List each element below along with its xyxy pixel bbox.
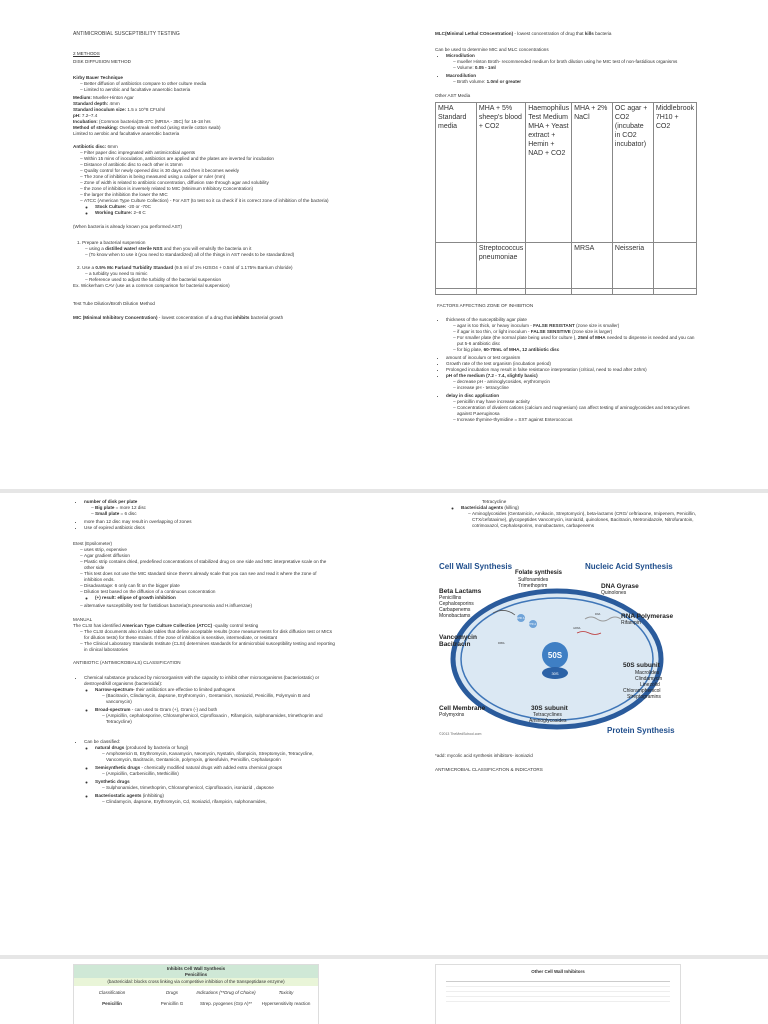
list-item: – the zone of inhibition is inversely related to MIC (Minimum Inhibitory Concentration) [84, 186, 335, 192]
folate-drug: Sulfonamides [518, 577, 549, 583]
table-cell: MHA + 5% sheep's blood + CO2 [476, 103, 525, 243]
table-header: Drugs [165, 989, 178, 995]
table-cell: Penicillin [102, 1001, 122, 1006]
spectrum-sublist [84, 687, 335, 725]
bactericidal-list [435, 505, 697, 529]
bacitracin-label: Bacitracin [439, 641, 471, 648]
50s-drug: Clindamycin [635, 676, 663, 682]
methods-heading: 2 METHODS [73, 51, 100, 56]
list-item: ◦ (+) result: ellipse of growth inhibition [95, 595, 335, 601]
synth-sublist [95, 785, 335, 791]
list-item: – Limited to aerobic and facultative anaerobic bacteria [84, 87, 335, 93]
page2-right-notes [435, 753, 697, 775]
50s-drug: Chloramphenicol [623, 688, 661, 694]
list-item: ◦ Synthetic drugs – Sulphonamides, trimethoprim, Chloramphenicol, Ciprofloxacin, isoniazid , dapsone [95, 779, 335, 791]
list-item: – For smaller plate (the normal plate being used for culture ), 25ml of MHA needed to dispense is needed and you can put 5-6 antibiotic disc [457, 335, 697, 347]
delay-sublist [446, 399, 697, 423]
list-item: ◦ Narrow-spectrum- their antibiotics are effective to limited pathogens – (Bacitracin, Clindamycin, dapsone, Erythromycin , Gentamicin, Isoniazid, Penicillin, Polymyxin B and vancomycin) [95, 687, 335, 705]
list-item: ◦ Stock Culture: -20 or -70C [95, 204, 335, 210]
clsi-text: The CLSI has identified American Type Culture Collection (ATCC) -quality control testing [73, 623, 259, 628]
list-item: – Within 15 mins of inoculation, antibiotics are applied and the plates are inverted for incubation [84, 156, 335, 162]
other-inhibitors-title: Other Cell Wall Inhibitors [531, 969, 585, 974]
list-item: ◦ Broad-spectrum - can used to Gram (+), Gram (-) and both – (Ampicillin, cephalosporine, Chloramphenicol, Ciprofloxacin , Rifampicin, sulphonamides, trimethoprim and Tetracycline) [95, 707, 335, 725]
list-item: – Plastic strip contains dried, predefined concentrations of stabilized drug on one side and MIC interpretative scale on the other side [84, 559, 335, 571]
list-item: – the larger the inhibition the lower the MIC [84, 192, 335, 198]
list-item: – increase pH - tetracycline [457, 385, 697, 391]
manual-heading: MANUAL [73, 617, 93, 622]
list-item: • more than 12 disc may result in overlapping of zones [84, 519, 335, 525]
mini-label-mrna: mRNA [573, 627, 581, 630]
kirby-specs: Medium: Mueller-Hinton Agar Standard depth: 4mm Standard inoculum size: 1.5 x 10^8 CFU/ml pH: 7.2–7.4 Incubation: (Common bacteria)35-37C (MRSA - 35C) for 16-18 hrs Method of streaking: Overlap streak method (using sterile cotton swab) Limited to aerobic and facultative anaerobic bacteria [73, 95, 221, 136]
mlc-definition: MLC(Minimal Lethal COncentration) - lowest concentration of drug that kills bacteria [435, 31, 612, 36]
table-cell: Neisseria [612, 243, 653, 289]
bl-drug: Monobactams [439, 613, 471, 619]
can-determine: Can be used to determine MIC and MLC concentrations [435, 47, 549, 52]
list-item: – Better diffusion of antibiotics compare to other culture media [84, 81, 335, 87]
page1-right-column [435, 31, 697, 425]
cm-drug: Polymyxins [439, 712, 465, 718]
list-item: ◦ natural drugs (produced by bacteria or fungi) – Amphotericin B, Erythromycin, Kanamycin, Neomycin, Nystatin, rifampicin, Streptomycin, Tetracycline, Vancomycin, Bacitracin, Gentamicin, polymyxin, griseofulvin, Penicillin, Cephalosporin [95, 745, 335, 763]
list-item: – Reference used to adjust the turbidity of the bacterial suspension [89, 277, 335, 283]
table-header: Classification [98, 989, 126, 995]
classification-heading: ANTIBIOTIC (ANTIMICROBIALS) CLASSIFICATION [73, 660, 181, 665]
step-1: 1. Prepare a bacterial suspension [77, 240, 146, 245]
table-cell: Hypersensitivity reaction [261, 1001, 311, 1006]
list-item: – ATCC (American Type Culture Collection) - For AST (to test so it ca check if it is correct zone of inhibition of the bacteria) [84, 198, 335, 204]
natural-sublist [95, 751, 335, 763]
disc-list [73, 150, 335, 216]
list-item: ◦ Bacteriostatic agents (inhibiting) – Clindamycin, dapsone, Erythromycin, Cd, Isoniazid, rifampicin, sulphonamides, [95, 793, 335, 805]
table-header-row [74, 986, 318, 996]
etest-heading: Etest (Epsilometer) [73, 541, 113, 546]
chem-list [73, 675, 335, 725]
table-cell [526, 243, 572, 289]
table-cell [436, 243, 477, 289]
list-item: – Small plate = 6 disc [95, 511, 335, 517]
narrow-sublist [95, 693, 335, 705]
50s-drug: Streptogramins [627, 694, 661, 700]
document-page-3 [0, 959, 768, 1024]
list-item: – Clindamycin, dapsone, Erythromycin, Cd, Isoniazid, rifampicin, sulphonamides, [106, 799, 335, 805]
table-cell [572, 289, 613, 295]
semi-sublist [95, 771, 335, 777]
document-page-1 [0, 0, 768, 489]
thumbnail-lines [446, 981, 670, 1002]
gyrase-drug: Quinolones [601, 590, 627, 596]
kirby-bauer-heading: Kirby Bauer Technique [73, 75, 123, 80]
clsi-list [73, 629, 335, 653]
list-item: – The zone of inhibition is being measured using a caliper or ruler (mm) [84, 174, 335, 180]
table-cell: MHA Standard media [436, 103, 477, 243]
list-item: – alternative susceptibility test for fastidious bacteria(S.pneumonia and H.influenzae) [84, 603, 335, 609]
list-item: • Microdilution – mueller Hinton Broth- recommended medium for broth dilution using he MIC test of non-fastidious organisms – Volume: 0.05 - 1ml [446, 53, 697, 71]
table-cell: Penicillin G [160, 1001, 184, 1006]
antibiotic-mechanism-diagram [435, 557, 679, 742]
50s-subunit-title: 50S subunit [623, 662, 660, 669]
page2-left-column [73, 499, 335, 807]
list-item: – penicillin may have increase activity [457, 399, 697, 405]
table-title: Inhibits Cell Wall Synthesis [166, 966, 226, 971]
factors-list [435, 317, 697, 423]
table-cell: Haemophilus Test Medium MHA + Yeast extract + Hemin + NAD + CO2 [526, 103, 572, 243]
table-cell [526, 289, 572, 295]
list-item: – uses strip, expensive [84, 547, 335, 553]
list-item: – Distance of antibiotic disc to each other is 15mm [84, 162, 335, 168]
beta-lactams-title: Beta Lactams [439, 588, 482, 595]
mini-label-dhfa: DHF A [517, 617, 525, 620]
table-header: Toxicity [278, 989, 294, 995]
list-item: – if agar is too thin, or light inoculum - FALSE SENSITIVE (zone size is larger) [457, 329, 697, 335]
list-item: • Growth rate of the test organism (incubation period) [446, 361, 697, 367]
when-note: (When bacteria is already known you performed AST) [73, 224, 183, 229]
step-1-list [73, 246, 335, 258]
plate-sublist [84, 505, 335, 517]
table-title-bar [74, 965, 318, 978]
label-30s: 30S [551, 671, 559, 676]
list-item: • pH of the medium (7.2 - 7.4, slightly basic) – decrease pH - aminoglycosides, erythromycin – increase pH - tetracycline [446, 373, 697, 391]
table-cell: OC agar + CO2 (incubate in CO2 incubator) [612, 103, 653, 243]
page-title: ANTIMICROBIAL SUSCEPTIBILITY TESTING [73, 31, 180, 37]
mechanism-svg [435, 557, 679, 742]
table-cell: MHA + 2% NaCl [572, 103, 613, 243]
table-cell [436, 289, 477, 295]
list-item: ◦ Semisynthetic drugs - chemically modified natural drugs with added extra chemical groups – (Ampicillin, Carbenicillin, Methicillin) [95, 765, 335, 777]
disk-count-list [73, 499, 335, 531]
list-item: • amount of inoculum or test organism [446, 355, 697, 361]
list-item: • Prolonged incubation may result in false resistance interpretation (critical, need to read after 24hrs) [446, 367, 697, 373]
list-item: • delay in disc application – penicillin may have increase activity – Concentration of divalent cations (calcium and magnesium) can affect testing of aminoglycosides and tetracyclines against P.aeruginosa – Increase thymine-thymidine = SXT against Enterococcus [446, 393, 697, 423]
50s-drug: Linezolid [640, 682, 660, 688]
dilution-list [435, 53, 697, 85]
30s-drug: Aminoglycosides [529, 718, 567, 724]
list-item: – Disadvantage: 6 only can fit on the bigger plate [84, 583, 335, 589]
classified-list [73, 739, 335, 805]
table-row [436, 243, 697, 289]
list-item: – using a distilled water/ sterile NSS and then you will emulsify the bacteria on it [89, 246, 335, 252]
tube-dilution-heading: Test Tube Dilution/Broth Dilution Method [73, 301, 155, 306]
list-item: – a turbidity you need to mimic [89, 271, 335, 277]
other-media-heading: Other AST Media [435, 93, 471, 98]
list-item: – Agar gradient diffusion [84, 553, 335, 559]
list-item: – (To know when to use it (you need to standardized) all of the things in AST needs to be standardized) [89, 252, 335, 258]
table-cell [653, 289, 696, 295]
page2-right-column [435, 499, 697, 531]
diagram-copyright: ©2013 TheMedSchool.com [439, 732, 482, 736]
bl-drug: Cephalosporins [439, 601, 474, 607]
mini-label-thfa: THF A [529, 623, 537, 626]
list-item: – Quality control for newly opened disc is 30 days and then it becomes weekly [84, 168, 335, 174]
tetracycline-line: Tetracycline [482, 499, 507, 504]
ast-media-table [435, 102, 697, 295]
list-item: • number of disk per plate – Big plate = more 12 disc – Small plate = 6 disc [84, 499, 335, 517]
ph-sublist [446, 379, 697, 391]
cell-membrane-title: Cell Membrane [439, 705, 486, 712]
etest-list [73, 547, 335, 609]
list-item: – (Ampicillin, Carbenicillin, Methicillin) [106, 771, 335, 777]
list-item: • Macrodilution – Broth volume: 1.0ml or greater [446, 73, 697, 85]
list-item: – The CLSI documents also include tables that define acceptable results (zone measurements for disk diffusion test or MICs for dilution tests) for these strains. If the zone of inhibition is sensitive, intermediate, or resistant [84, 629, 335, 641]
indicators-heading: ANTIMICROBIAL CLASSIFICATION & INDICATORS [435, 767, 543, 772]
broad-sublist [95, 713, 335, 725]
protein-synthesis-title: Protein Synthesis [607, 726, 675, 735]
table-cell: Streptococcus pneumoniae [476, 243, 525, 289]
table-mechanism: (bactericidal: blocks cross linking via competitive inhibition of the transpeptidase enzyme) [74, 978, 318, 986]
list-item: – Amphotericin B, Erythromycin, Kanamycin, Neomycin, Nystatin, rifampicin, Streptomycin, Tetracycline, Vancomycin, Bacitracin, Gentamicin, polymyxin, griseofulvin, Penicillin, Cephalosporin [106, 751, 335, 763]
rna-polymerase-title: RNA Polymerase [621, 613, 674, 620]
thickness-sublist [446, 323, 697, 353]
step-2-list [73, 271, 335, 283]
rnap-drug: Rifampin [621, 620, 641, 626]
page1-left-column [73, 31, 335, 323]
atcc-sublist [84, 204, 335, 216]
list-item: – (Bacitracin, Clindamycin, dapsone, Erythromycin , Gentamicin, Isoniazid, Penicillin, Polymyxin B and vancomycin) [106, 693, 335, 705]
table-row [436, 289, 697, 295]
cell-wall-synthesis-title: Cell Wall Synthesis [439, 562, 513, 571]
folate-title: Folate synthesis [515, 570, 563, 576]
other-cell-wall-thumbnail [435, 964, 681, 1024]
list-item: – Big plate = more 12 disc [95, 505, 335, 511]
antibiotic-disc-heading: Antibiotic disc: 6mm [73, 144, 118, 149]
folate-drug: Trimethoprim [518, 583, 548, 589]
mic-definition: MIC (Minimal Inhibitory Concentration) - lowest concentration of a drug that inhibits bacterial growth [73, 315, 284, 320]
table-row [74, 995, 318, 1007]
50s-drug: Macrolides [635, 670, 660, 676]
list-item: – for big plate, 60-70mL of MHA, 12 antibiotic disc [457, 347, 697, 353]
bl-drug: Penicillins [439, 595, 462, 601]
list-item: – mueller Hinton Broth- recommended medium for broth dilution using he MIC test of non-fastidious organisms [457, 59, 697, 65]
list-item: – The Clinical Laboratory Standards Institute (CLSI) determines standards for antimicrobial susceptibility testing and reporting in clinical laboratories [84, 641, 335, 653]
list-item: – Sulphonamides, trimethoprim, Chloramphenicol, Ciprofloxacin, isoniazid , dapsone [106, 785, 335, 791]
table-cell: MRSA [572, 243, 613, 289]
document-page-2 [0, 493, 768, 955]
list-item: • Chemical substance produced by microorganism with the capacity to inhibit other microorganisms (bacteriostatic) or destroyed/kill organisms (bactericidal): [84, 675, 335, 687]
bactericidal-sublist [461, 511, 697, 529]
label-50s: 50S [547, 651, 563, 660]
list-item: – Zone of width is related to antibiotic concentration, diffusion rate through agar and solubility [84, 180, 335, 186]
table-cell [476, 289, 525, 295]
table-cell: Strep. pyogenes (Grp A)** [199, 1001, 253, 1006]
list-item: – Concentration of divalent cations (calcium and magnesium) can affect testing of aminoglycosides and tetracyclines against P.aeruginosa [457, 405, 697, 417]
table-header: Indications (**Drug of Choice) [196, 989, 256, 995]
list-item: – (Ampicillin, cephalosporine, Chloramphenicol, Ciprofloxacin , Rifampicin, sulphonamides, trimethoprim and Tetracycline) [106, 713, 335, 725]
list-item: – agar is too thick, or heavy inoculum - FALSE RESISTANT (zone size is smaller) [457, 323, 697, 329]
list-item: • Can be classified: [84, 739, 335, 745]
list-item: – decrease pH - aminoglycosides, erythromycin [457, 379, 697, 385]
classified-sublist [84, 745, 335, 805]
table-subtitle: Penicillins [184, 971, 208, 977]
table-cell [653, 243, 696, 289]
list-item: – Volume: 0.05 - 1ml [457, 65, 697, 71]
list-item: – Broth volume: 1.0ml or greater [457, 79, 697, 85]
disk-diffusion-heading: DISK DIFFUSION METHOD [73, 59, 131, 64]
micro-sublist [446, 59, 697, 71]
list-item: – Increase thymine-thymidine = SXT against Enterococcus [457, 417, 697, 423]
factors-heading: FACTORS AFFECTING ZONE OF INHIBITION [437, 303, 534, 308]
30s-subunit-title: 30S subunit [531, 705, 568, 712]
nucleic-acid-synthesis-title: Nucleic Acid Synthesis [585, 562, 673, 571]
etest-sublist [84, 595, 335, 601]
mini-label-paba: PABA [498, 642, 505, 645]
macro-sublist [446, 79, 697, 85]
bacteriostatic-sublist [95, 799, 335, 805]
table-cell [612, 289, 653, 295]
step-2: 2. Use a 0.5% Mc Farland Turbidity Standard (9.5 ml of 1% H2SO4 + 0.5ml of 1.175% Barrium chloride) [77, 265, 293, 270]
kirby-list [73, 81, 335, 93]
list-item: ◦ Working Culture: 2–8 C [95, 210, 335, 216]
wickerham-note: Ex. Wickerham CAV (use as a common comparison for bacterial suspension) [73, 283, 230, 288]
bl-drug: Carbapenems [439, 607, 471, 613]
table-cell: Middlebrook 7H10 + CO2 [653, 103, 696, 243]
list-item: – This test does not use the MIC standard since there's already scale that you can see and read it where the zone of inhibition ends. [84, 571, 335, 583]
list-item: ◦ Bactericidal agents (killing) – Aminoglycosides (Gentamicin, Amikacin, Streptomycin), beta-lactams (CRG/ ceftriaxone, Imipenem, Penicillin, CTX/cefotaxime), glycopeptides Vancomycin, isoniazid, quinolones, Bacitracin, Metronidazole, Nitrofurantoin, cotrimoxazol, Cephalosporins, monobactams, carbapenems [461, 505, 697, 529]
30s-drug: Tetracyclines [533, 712, 562, 718]
mycolic-note: *add: mycolic acid synthesis inhibitors- isoniazid [435, 753, 533, 758]
list-item: – Filter paper disc impregnated with antimicrobial agents [84, 150, 335, 156]
vancomycin-label: Vancomycin [439, 634, 477, 641]
list-item: – Aminoglycosides (Gentamicin, Amikacin, Streptomycin), beta-lactams (CRG/ ceftriaxone, Imipenem, Penicillin, CTX/cefotaxime), glycopeptides Vancomycin, isoniazid, quinolones, Bacitracin, Metronidazole, Nitrofurantoin, cotrimoxazol, Cephalosporins, monobactams, carbapenems [472, 511, 697, 529]
list-item: • Use of expired antibiotic discs [84, 525, 335, 531]
list-item: • thickness of the susceptibility agar plate – agar is too thick, or heavy inoculum - FALSE RESISTANT (zone size is smaller) – if agar is too thin, or light inoculum - FALSE SENSITIVE (zone size is larger) – For smaller plate (the normal plate being used for culture ), 25ml of MHA needed to dispense is needed and you can put 5-6 antibiotic disc – for big plate, 60-70mL of MHA, 12 antibiotic disc [446, 317, 697, 353]
cell-wall-table-thumbnail [73, 964, 319, 1024]
dna-gyrase-title: DNA Gyrase [601, 583, 639, 590]
mini-label-dna: DNA [595, 613, 601, 616]
list-item: – Dilution test based on the diffusion of a continuous concentration [84, 589, 335, 595]
table-row [436, 103, 697, 243]
